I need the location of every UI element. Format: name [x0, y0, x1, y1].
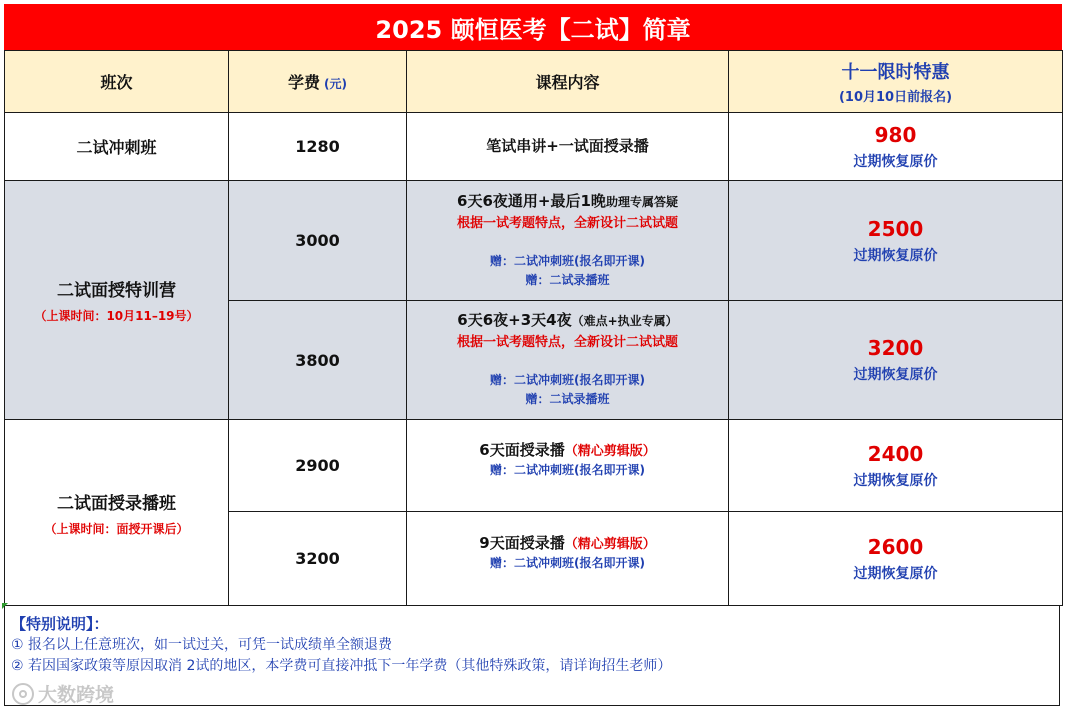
promo-cell — [729, 181, 1063, 301]
fee-value: 3200 — [229, 512, 407, 606]
sale-price: 2600 — [867, 534, 924, 559]
course-content: 6天面授录播（精心剪辑版） 赠：二试冲刺班(报名即开课) — [407, 420, 729, 512]
page-title: 2025 颐恒医考【二试】简章 — [4, 4, 1062, 50]
sale-price: 2400 — [867, 441, 924, 466]
special-notes — [4, 606, 1060, 706]
promo-cell — [729, 420, 1063, 512]
header-content: 课程内容 — [407, 51, 729, 113]
promo-cell — [729, 512, 1063, 606]
table-header-row — [5, 51, 1063, 113]
class-name-cell — [5, 420, 229, 606]
table-row — [5, 113, 1063, 181]
sale-price: 980 — [874, 122, 917, 147]
course-content: 笔试串讲+一试面授录播 — [407, 113, 729, 181]
note-line: ② 若因国家政策等原因取消 2试的地区，本学费可直接冲抵下一年学费（其他特殊政策，请详询招生老师） — [11, 658, 672, 674]
class-name: 二试冲刺班 — [5, 113, 229, 181]
note-line: ① 报名以上任意班次，如一试过关，可凭一试成绩单全额退费 — [11, 637, 392, 653]
promo-cell — [729, 301, 1063, 420]
fee-unit: (元) — [324, 77, 347, 91]
table-row — [5, 420, 1063, 512]
header-fee: 学费 (元) — [229, 51, 407, 113]
restore-note: 过期恢复原价 — [853, 153, 938, 170]
watermark-logo-icon — [12, 683, 34, 705]
sale-price: 3200 — [867, 336, 924, 360]
fee-value: 3000 — [229, 181, 407, 301]
header-class: 班次 — [5, 51, 229, 113]
pricing-table — [4, 50, 1063, 606]
class-name: 二试面授录播班 — [57, 493, 176, 514]
fee-value: 1280 — [229, 113, 407, 181]
promo-cell — [729, 113, 1063, 181]
promo-title: 十一限时特惠 — [841, 62, 950, 83]
class-schedule-note: （上课时间：面授开课后） — [44, 521, 189, 536]
course-content: 6天6夜+3天4夜（难点+执业专属） 根据一试考题特点，全新设计二试试题 赠：二试冲刺班(报名即开课) 赠：二试录播班 — [407, 301, 729, 420]
restore-note: 过期恢复原价 — [853, 367, 938, 383]
fee-value: 2900 — [229, 420, 407, 512]
header-promo — [729, 51, 1063, 113]
class-name: 二试面授特训营 — [57, 281, 176, 301]
course-content: 6天6夜通用+最后1晚助理专属答疑 根据一试考题特点，全新设计二试试题 赠：二试冲刺班(报名即开课) 赠：二试录播班 — [407, 181, 729, 301]
course-content: 9天面授录播（精心剪辑版） 赠：二试冲刺班(报名即开课) — [407, 512, 729, 606]
notes-title: 【特别说明】： — [11, 615, 109, 633]
restore-note: 过期恢复原价 — [853, 565, 938, 582]
fee-value: 3800 — [229, 301, 407, 420]
class-name-cell — [5, 181, 229, 420]
class-schedule-note: （上课时间：10月11–19号） — [34, 309, 199, 323]
restore-note: 过期恢复原价 — [853, 247, 938, 264]
watermark — [12, 680, 114, 707]
sale-price: 2500 — [867, 216, 924, 241]
restore-note: 过期恢复原价 — [853, 472, 938, 489]
promo-deadline: (10月10日前报名) — [838, 90, 953, 105]
watermark-text: 大数跨境 — [38, 684, 115, 706]
table-row — [5, 181, 1063, 301]
